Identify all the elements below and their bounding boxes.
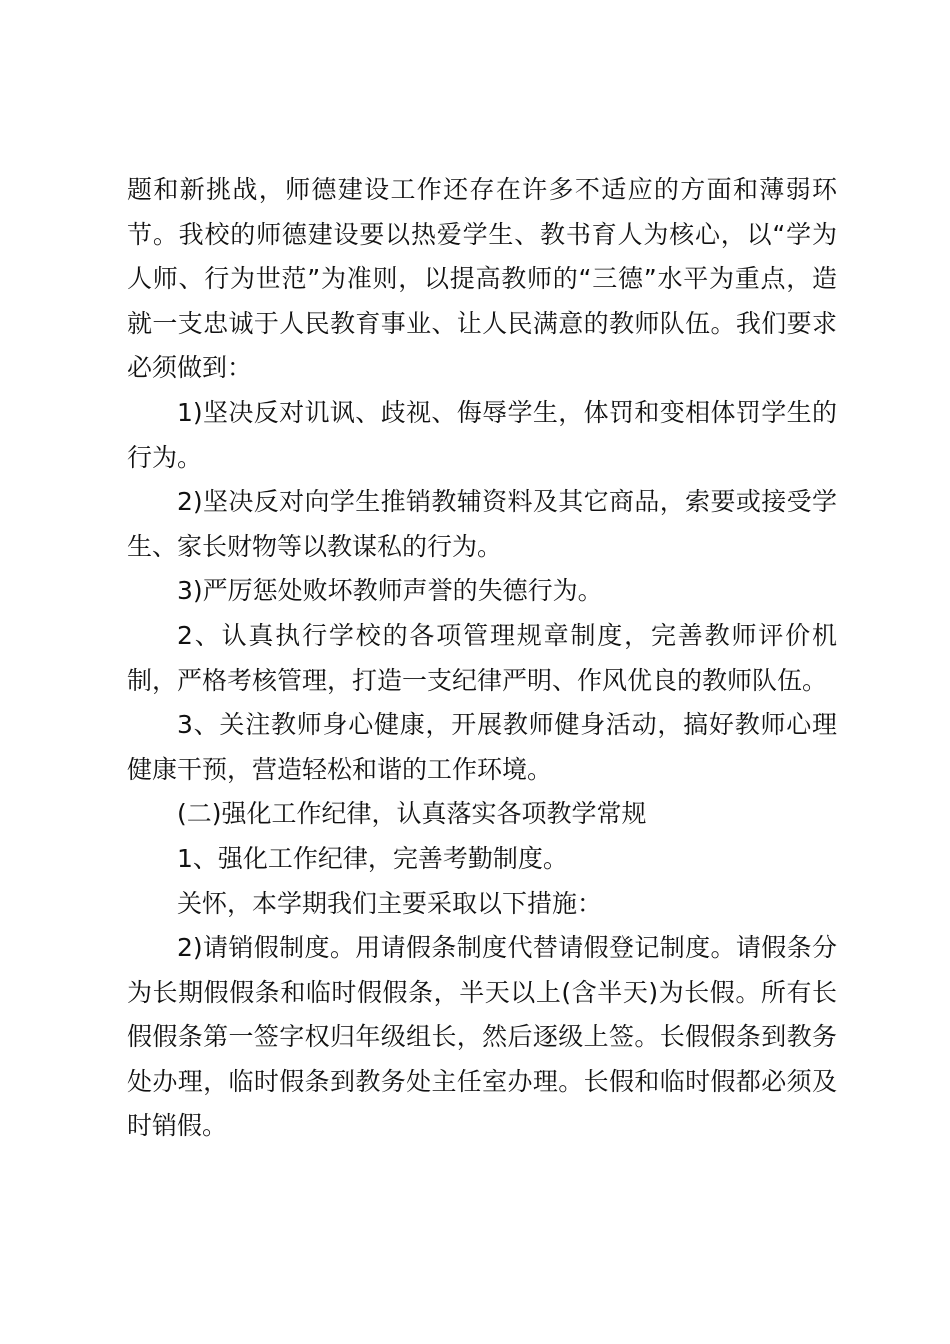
paragraph-10: 2)请销假制度。用请假条制度代替请假登记制度。请假条分为长期假假条和临时假假条，半天以上(含半天)为长假。所有长假假条第一签字权归年级组长，然后逐级上签。长假假条到教务处办理，临时假条到教务处主任室办理。长假和临时假都必须及时销假。: [127, 933, 837, 1141]
paragraph-1: 题和新挑战，师德建设工作还存在许多不适应的方面和薄弱环节。我校的师德建设要以热爱学生、教书育人为核心，以“学为人师、行为世范”为准则，以提高教师的“三德”水平为重点，造就一支忠诚于人民教育事业、让人民满意的教师队伍。我们要求必须做到：: [127, 175, 837, 383]
document-body: [127, 168, 837, 1149]
paragraph-3: 2)坚决反对向学生推销教辅资料及其它商品，索要或接受学生、家长财物等以教谋私的行为。: [127, 487, 837, 561]
paragraph-9: 关怀，本学期我们主要采取以下措施：: [177, 888, 603, 918]
section-heading: (二)强化工作纪律，认真落实各项教学常规: [177, 799, 647, 829]
paragraph-4: 3)严厉惩处败坏教师声誉的失德行为。: [177, 576, 603, 606]
paragraph-8: 1、强化工作纪律，完善考勤制度。: [177, 843, 568, 873]
paragraph-6: 3、关注教师身心健康，开展教师健身活动，搞好教师心理健康干预，营造轻松和谐的工作环境。: [127, 710, 837, 784]
paragraph-5: 2、认真执行学校的各项管理规章制度，完善教师评价机制，严格考核管理，打造一支纪律严明、作风优良的教师队伍。: [127, 620, 837, 695]
paragraph-2: 1)坚决反对讥讽、歧视、侮辱学生，体罚和变相体罚学生的行为。: [127, 397, 837, 472]
